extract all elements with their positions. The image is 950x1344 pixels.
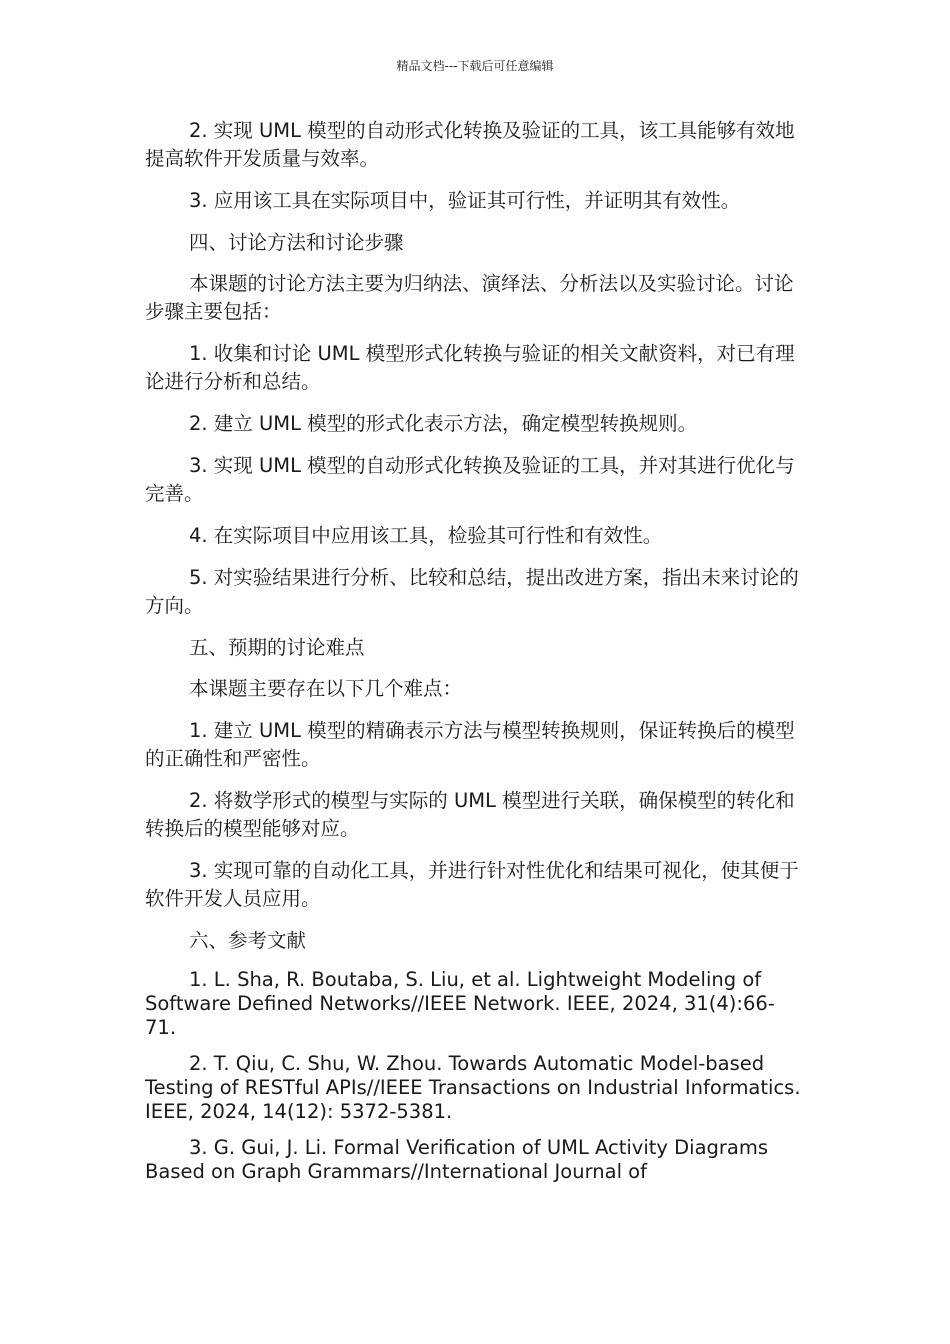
- paragraph-difficulties-intro: 本课题主要存在以下几个难点：: [189, 677, 463, 700]
- reference-item-2: 2. T. Qiu, C. Shu, W. Zhou. Towards Automatic Model-based Testing of RESTful APIs//IEEE Transactions on Industrial Informatics. IEEE, 2024, 14(12): 5372-5381.: [145, 1052, 801, 1123]
- section-heading-references: 六、参考文献: [189, 929, 307, 952]
- paragraph-difficulty-3: 3. 实现可靠的自动化工具，并进行针对性优化和结果可视化，使其便于软件开发人员应用。: [145, 859, 799, 910]
- paragraph-step-1: 1. 收集和讨论 UML 模型形式化转换与验证的相关文献资料，对已有理论进行分析和总结。: [145, 342, 795, 393]
- section-heading-methods: 四、讨论方法和讨论步骤: [189, 231, 404, 254]
- paragraph-difficulty-2: 2. 将数学形式的模型与实际的 UML 模型进行关联，确保模型的转化和转换后的模型能够对应。: [145, 789, 795, 840]
- page-header: 精品文档---下载后可任意编辑: [396, 59, 554, 73]
- paragraph-step-5: 5. 对实验结果进行分析、比较和总结，提出改进方案，指出未来讨论的方向。: [145, 566, 799, 617]
- paragraph-methods-intro: 本课题的讨论方法主要为归纳法、演绎法、分析法以及实验讨论。讨论步骤主要包括：: [145, 272, 794, 323]
- paragraph-step-4: 4. 在实际项目中应用该工具，检验其可行性和有效性。: [189, 524, 663, 547]
- paragraph-step-2: 2. 建立 UML 模型的形式化表示方法，确定模型转换规则。: [189, 412, 698, 435]
- paragraph-goal-3: 3. 应用该工具在实际项目中，验证其可行性，并证明其有效性。: [189, 189, 741, 212]
- section-heading-difficulties: 五、预期的讨论难点: [189, 636, 365, 659]
- reference-item-1: 1. L. Sha, R. Boutaba, S. Liu, et al. Lightweight Modeling of Software Defined Networks//IEEE Network. IEEE, 2024, 31(4):66-71.: [145, 968, 775, 1039]
- paragraph-step-3: 3. 实现 UML 模型的自动形式化转换及验证的工具，并对其进行优化与完善。: [145, 454, 795, 505]
- paragraph-difficulty-1: 1. 建立 UML 模型的精确表示方法与模型转换规则，保证转换后的模型的正确性和严密性。: [145, 719, 795, 770]
- document-body: [145, 117, 805, 1196]
- paragraph-goal-2: 2. 实现 UML 模型的自动形式化转换及验证的工具，该工具能够有效地提高软件开发质量与效率。: [145, 119, 795, 170]
- reference-item-3: 3. G. Gui, J. Li. Formal Verification of UML Activity Diagrams Based on Graph Grammars//International Journal of: [145, 1136, 769, 1183]
